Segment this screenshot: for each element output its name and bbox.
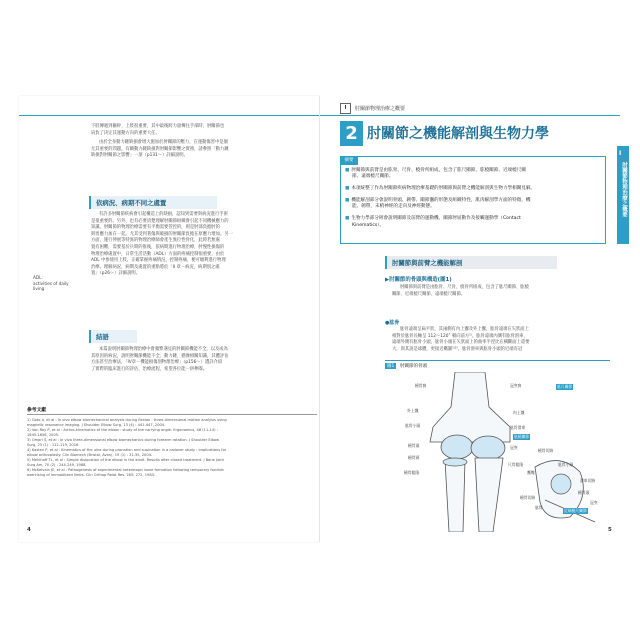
- text-line: 由於全身動力鏈缺損會增大施加於肘關節的壓力，在運動傷害中是個: [99, 140, 228, 146]
- reference-line: Surg, 25 (1) : 112-119, 2016.: [27, 443, 80, 447]
- text-line: 相對於肱骨長軸呈 112～120˚ 朝向前方¹⁾。肱骨遠端內側有肱骨滑車，: [392, 333, 528, 339]
- book-spine: [319, 96, 320, 542]
- figure-label-text: 橈骨切跡: [520, 495, 536, 500]
- text-line: 肩負了決定其運動方向的重要大任。: [91, 130, 160, 136]
- right-top-rule: [320, 115, 620, 116]
- figure-label-text: 橈骨頸: [408, 455, 420, 460]
- figure-label: 圖1: [387, 364, 395, 369]
- reference-line: Surg Am, 70 (2) : 244-249, 1988.: [27, 463, 87, 467]
- summary-item-text: 肘關節與前臂是由肱骨、尺骨、橈骨所組成，包含了肱尺關節、肱橈關節、近端橈尺關: [351, 168, 526, 173]
- page-number-left: 4: [27, 527, 31, 533]
- figure-title: 肘關節的骨頭: [400, 364, 427, 369]
- subsection-text: [392, 285, 612, 298]
- left-section1-text: [91, 212, 296, 278]
- figure-label-text: 橈骨頭: [408, 443, 420, 448]
- reference-line: 1) Goto A, et al : In vivo elbow biomechanical analysis during flexion : three-dimensional motion analysis using: [27, 418, 227, 422]
- references-title: 參考文獻: [27, 406, 317, 415]
- section-heading: 依病況、病期不同之處置: [89, 196, 217, 209]
- joint-label: 近端橈尺關節: [564, 508, 587, 513]
- text-line: 肘關節與前臂是由肱骨、尺骨、橈骨所組成，包含了肱尺關節、肱橈: [400, 285, 529, 290]
- joint-label: 肱尺關節: [557, 384, 573, 389]
- figure-label-text: 鷹嘴: [527, 470, 535, 475]
- left-intro: [91, 124, 296, 160]
- summary-item-text: Kinematics）。: [352, 223, 385, 228]
- reference-line: exercising of immobilized limbs. Clin Orthop Relat Res, 265: 272, 1983.: [27, 473, 156, 477]
- joint-label: 肱橈關節: [514, 434, 530, 439]
- figure-label-text: 冠突: [590, 500, 598, 505]
- figure-rule: [385, 360, 610, 361]
- left-section2-text: [91, 347, 296, 373]
- figure-label-text: 橈骨頭: [578, 490, 590, 495]
- figure-label-text: 外上髁: [407, 408, 419, 413]
- radial-head-shape: [443, 458, 467, 466]
- left-top-rule: [19, 115, 319, 116]
- summary-item-text: 機能解剖部分會說明骨頭、韌帶、關節囊的形態及組織特性，肌肉解剖學方面的特徵，機: [351, 198, 531, 203]
- figure-label-text: 肱骨小頭: [405, 423, 421, 428]
- text-line: 大，與其說是球體，更接近橢圓¹⁾²⁾。肱骨滑車與肱骨小頭的近端有冠: [392, 346, 523, 352]
- trochlear-notch-shape: [551, 474, 571, 494]
- text-line: 方面，施行伸展等特異的物理治療師會產生異位性骨化，此時若無處: [91, 238, 220, 244]
- chapter-number: 2: [340, 121, 363, 146]
- reference-line: 1645-1656, 2005.: [27, 433, 60, 437]
- reference-line: 6) McKelvain JE, et al : Pathogenesis of experimental heterotopic bone formation following temporary forcible: [27, 468, 224, 472]
- text-line: 其原因的病況，說明肘關節機能不全、動力鏈，猶豫相關知識，其體評估: [91, 353, 229, 359]
- reference-line: 2) Van Roy P, et al : Arthro-kinematics of the elbow : study of the carrying angle. Ergonomics, 48 (11-14) :: [27, 428, 218, 432]
- figure-label-text: 橈骨切跡: [538, 448, 554, 453]
- figure-label-text: 肱骨滑車: [510, 425, 526, 430]
- figure-label-text: 冠突: [510, 445, 518, 450]
- summary-item-text: 生物力學部分則會說明關節及前臂的運動機、關節肘屈動作及接觸運動學（Contact: [351, 216, 521, 221]
- figure-label-text: 冠突窩: [510, 383, 522, 388]
- figure-label-text: 橈骨粗隆: [404, 470, 420, 475]
- reference-line: magnetic resonance imaging. J Shoulder Elbow Surg, 13 (4) : 441-447, 2004.: [27, 423, 166, 427]
- figure-label-text: 內上髁: [513, 410, 525, 415]
- summary-item: [345, 186, 595, 192]
- summary-item-text: 本項統整了作為肘關節疾病物理治療基礎的肘關節與前臂之機能解剖與生物力學相關見解。: [351, 186, 536, 191]
- ulna-shape: [475, 458, 503, 532]
- text-line: 下肢傳遞到軀幹、上肢很重要，其中最後跨力量傳往手部時，肘關節也: [91, 124, 225, 129]
- running-head: 肘關節物理治療之概要: [355, 106, 406, 112]
- reference-line: 3) Omori S, et al : In vivo three-dimensional elbow biomechanics during forearm rotation. J Shoulder Elbow: [27, 438, 220, 442]
- reference-line: 5) Mehlhoff TL, et al : Simple dislocation of the elbow in the adult. Results after closed treatment. J Bone Joint: [27, 458, 224, 462]
- page-number-right: 5: [608, 527, 612, 533]
- text-line: 置有困難，需要基於兵期的推後，依病期進行物理治療，肘慢性損傷的: [91, 244, 225, 250]
- side-tab-roman: I: [619, 150, 622, 157]
- radius-shape: [445, 460, 465, 532]
- chapter-title: 肘關節之機能解剖與生物力學: [367, 126, 549, 142]
- side-tab-text: 肘關節物理治療之概要: [621, 162, 627, 217]
- summary-item: [345, 216, 595, 222]
- figure-label-text: 尺骨粗隆: [508, 462, 524, 467]
- section-heading: 結語: [89, 330, 137, 343]
- reference-line: 4) Kasten P, et al : Kinematics of the ulna during pronation and supination in a cadaver study : implications for: [27, 448, 227, 452]
- sidenote-adl: [33, 275, 79, 292]
- humerus-shape: [430, 372, 510, 442]
- bone-text: [392, 327, 612, 353]
- sidenote-label: ADL：: [33, 275, 46, 280]
- text-line: 治療。理解病況，病期及處置的重點將於「II 章－病況，病期別之處: [91, 264, 220, 270]
- text-line: 知識。肘關節的物理治療需要有平衡需要管控的，則是肘部負擔肘的: [91, 225, 220, 231]
- subsection-title: ▶肘關節的骨頭與構造(圖1): [385, 277, 452, 283]
- text-line: 是很重要的。另外，也有必要清楚理解肘關節組織會引起不同機械應力的: [91, 218, 229, 224]
- text-line: 尤其重要的問題。有關動力鏈缺損對肘關節影響之實務，請參照「動力鏈: [91, 146, 229, 152]
- figure-label-text: 肱骨小頭: [558, 462, 574, 467]
- running-head-roman: I: [340, 103, 351, 114]
- summary-label: 摘要: [340, 156, 358, 165]
- text-line: 遠端外側有肱骨小頭，肱骨小頭在矢狀面上的曲率半徑比在橫斷面上還要: [392, 340, 530, 346]
- figure-label-text: 橈骨窩: [415, 383, 427, 388]
- sidenote-text: activities of daily living: [33, 280, 69, 291]
- text-line: 關節、近端橈尺關節、遠端橈尺關節。: [392, 291, 466, 297]
- text-line: 本篇說明肘關節物理治療中會頻繁遇見的肘關節機能不全，以及成為: [99, 347, 228, 352]
- trochlea-shape: [471, 436, 505, 460]
- summary-item-text: 節、遠端橈尺關節。: [352, 174, 394, 179]
- text-line: 缺損對肘關節之影響」一項（p131～）詳細說明。: [91, 153, 188, 159]
- text-line: 與剪應力加在一起。尤其受到著傷與破損的肘關節負擔在原應力增加。另一: [91, 231, 233, 237]
- text-line: ADL 中参使用上肢，正確掌握疼痛情況，控制疼痛，便可順利進行物理: [91, 258, 226, 264]
- capitulum-shape: [441, 435, 473, 459]
- text-line: 了實際的臨床進行的評估、治療流程，希望各位能一併參閱。: [91, 366, 208, 372]
- text-line: 有許多肘關節疾病會引起構造上的缺損，認知到需要與病況進行手術: [99, 212, 228, 217]
- text-line: 方法甚至治療法，「IV章－機能損傷別物理治療」（p156～）遭詳介紹: [91, 360, 223, 366]
- bone-title: ●肱骨: [385, 320, 400, 326]
- summary-item-text: 能、韌帶，末梢神經的走向及神經動態。: [352, 204, 435, 209]
- text-line: 置」（p26～）詳細說明。: [91, 271, 141, 277]
- text-line: 物理治療處置中，日常生活活動（ADL）方面的疼痛控制很重要，由於: [91, 251, 225, 257]
- section-heading: 肘關節與前臂之機能解剖: [385, 256, 557, 269]
- references: [27, 406, 317, 478]
- text-line: 肱骨遠端呈扁平狀，其兩側有內上髁及外上髁，肱骨遠端在矢狀面上: [400, 327, 529, 332]
- reference-line: elbow arthroplasty. Clin Biomech (Bristol, Avon), 19 (1) : 31-35, 2004.: [27, 453, 153, 457]
- figure-label-text: 肱骨: [535, 505, 543, 510]
- figure-label-text: 滑車切跡: [580, 478, 596, 483]
